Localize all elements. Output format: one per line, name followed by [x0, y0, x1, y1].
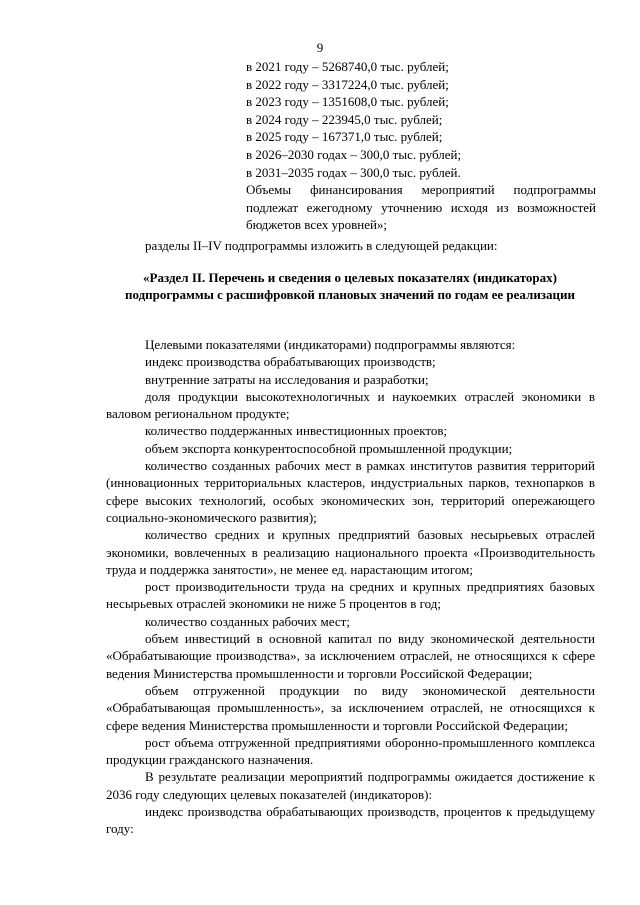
paragraph: количество созданных рабочих мест в рамках институтов развития территорий (инновационных территориальных кластеров, индустриальных парков, технопарков в сфере высоких технологий, особых экономических зон, территорий опережающего социально-экономического развития);: [106, 458, 595, 525]
paragraph: объем инвестиций в основной капитал по виду экономической деятельности «Обрабатывающие производства», за исключением отраслей, не относящихся к сфере ведения Министерства промышленности и торговли Российской Федерации;: [106, 631, 595, 681]
funding-note: Объемы финансирования мероприятий подпрограммы подлежат ежегодному уточнению исходя из возможностей бюджетов всех уровней»;: [246, 182, 596, 233]
paragraph: объем экспорта конкурентоспособной промышленной продукции;: [145, 440, 513, 456]
paragraph: рост объема отгруженной предприятиями оборонно-промышленного комплекса продукции гражданского назначения.: [106, 734, 595, 768]
paragraph: рост производительности труда на средних и крупных предприятиях базовых несырьевых отраслей экономики не ниже 5 процентов в год;: [106, 579, 595, 612]
amendment-intro: разделы II–IV подпрограммы изложить в следующей редакции:: [145, 238, 498, 253]
paragraph: доля продукции высокотехнологичных и наукоемких отраслей экономики в валовом региональном продукте;: [106, 388, 595, 422]
funding-line: в 2021 году – 5268740,0 тыс. рублей;: [246, 59, 449, 74]
paragraph: количество поддержанных инвестиционных проектов;: [145, 423, 448, 439]
paragraph: количество созданных рабочих мест;: [145, 613, 350, 629]
funding-block: [246, 58, 596, 234]
paragraph: индекс производства обрабатывающих производств, процентов к предыдущему году:: [106, 804, 595, 837]
paragraph: объем отгруженной продукции по виду экономической деятельности «Обрабатывающая промышленность», за исключением отраслей, не относящихся к сфере ведения Министерства промышленности и торговли Российской Федерации;: [106, 682, 595, 733]
paragraph: количество средних и крупных предприятий базовых несырьевых отраслей экономики, вовлеченных в реализацию национального проекта «Производительность труда и поддержка занятости», не менее ед. нарастающим итогом;: [106, 527, 595, 577]
paragraph: В результате реализации мероприятий подпрограммы ожидается достижение к 2036 году следующих целевых показателей (индикаторов):: [106, 769, 595, 802]
paragraph: внутренние затраты на исследования и разработки;: [145, 371, 429, 387]
funding-line: в 2025 году – 167371,0 тыс. рублей;: [246, 129, 443, 145]
section-body: [106, 336, 595, 838]
funding-line: в 2031–2035 годах – 300,0 тыс. рублей.: [246, 164, 461, 180]
page-number: 9: [316, 40, 324, 55]
funding-line: в 2024 году – 223945,0 тыс. рублей;: [246, 111, 443, 127]
funding-line: в 2022 году – 3317224,0 тыс. рублей;: [246, 76, 449, 92]
paragraph: Целевыми показателями (индикаторами) подпрограммы являются:: [145, 337, 516, 352]
paragraph: индекс производства обрабатывающих производств;: [145, 354, 436, 370]
funding-line: в 2026–2030 годах – 300,0 тыс. рублей;: [246, 146, 462, 162]
section-heading: «Раздел II. Перечень и сведения о целевых показателях (индикаторах) подпрограммы с расшифровкой плановых значений по годам ее реализации: [124, 270, 576, 302]
funding-line: в 2023 году – 1351608,0 тыс. рублей;: [246, 94, 449, 110]
